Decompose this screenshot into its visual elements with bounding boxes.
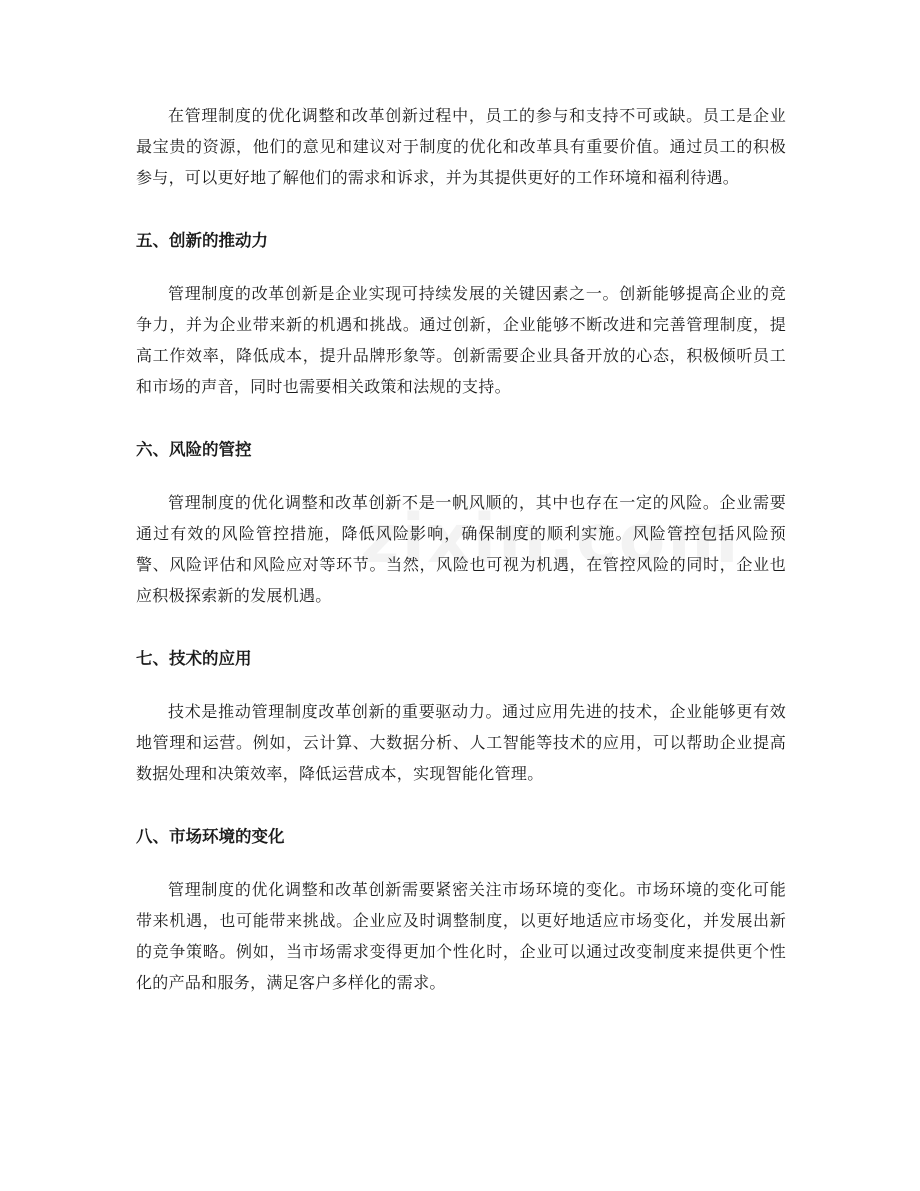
paragraph-section-8: 管理制度的优化调整和改革创新需要紧密关注市场环境的变化。市场环境的变化可能带来机遇，也可能带来挑战。企业应及时调整制度，以更好地适应市场变化，并发展出新的竞争策略。例如，当市场需求变得更加个性化时，企业可以通过改变制度来提供更个性化的产品和服务，满足客户多样化的需求。	[136, 880, 786, 992]
paragraph-section-6: 管理制度的优化调整和改革创新不是一帆风顺的，其中也存在一定的风险。企业需要通过有效的风险管控措施，降低风险影响，确保制度的顺利实施。风险管控包括风险预警、风险评估和风险应对等环节。当然，风险也可视为机遇，在管控风险的同时，企业也应积极探索新的发展机遇。	[136, 493, 786, 605]
paragraph-section-7: 技术是推动管理制度改革创新的重要驱动力。通过应用先进的技术，企业能够更有效地管理和运营。例如，云计算、大数据分析、人工智能等技术的应用，可以帮助企业提高数据处理和决策效率，降低运营成本，实现智能化管理。	[136, 702, 786, 783]
heading-section-5: 五、创新的推动力	[136, 231, 268, 250]
heading-section-6: 六、风险的管控	[136, 440, 252, 459]
document-body	[136, 100, 786, 998]
paragraph-section-5: 管理制度的改革创新是企业实现可持续发展的关键因素之一。创新能够提高企业的竞争力，并为企业带来新的机遇和挑战。通过创新，企业能够不断改进和完善管理制度，提高工作效率，降低成本，提升品牌形象等。创新需要企业具备开放的心态，积极倾听员工和市场的声音，同时也需要相关政策和法规的支持。	[136, 284, 786, 396]
heading-section-8: 八、市场环境的变化	[136, 827, 285, 846]
heading-section-7: 七、技术的应用	[136, 649, 252, 668]
paragraph-intro: 在管理制度的优化调整和改革创新过程中，员工的参与和支持不可或缺。员工是企业最宝贵的资源，他们的意见和建议对于制度的优化和改革具有重要价值。通过员工的积极参与，可以更好地了解他们的需求和诉求，并为其提供更好的工作环境和福利待遇。	[136, 106, 786, 187]
